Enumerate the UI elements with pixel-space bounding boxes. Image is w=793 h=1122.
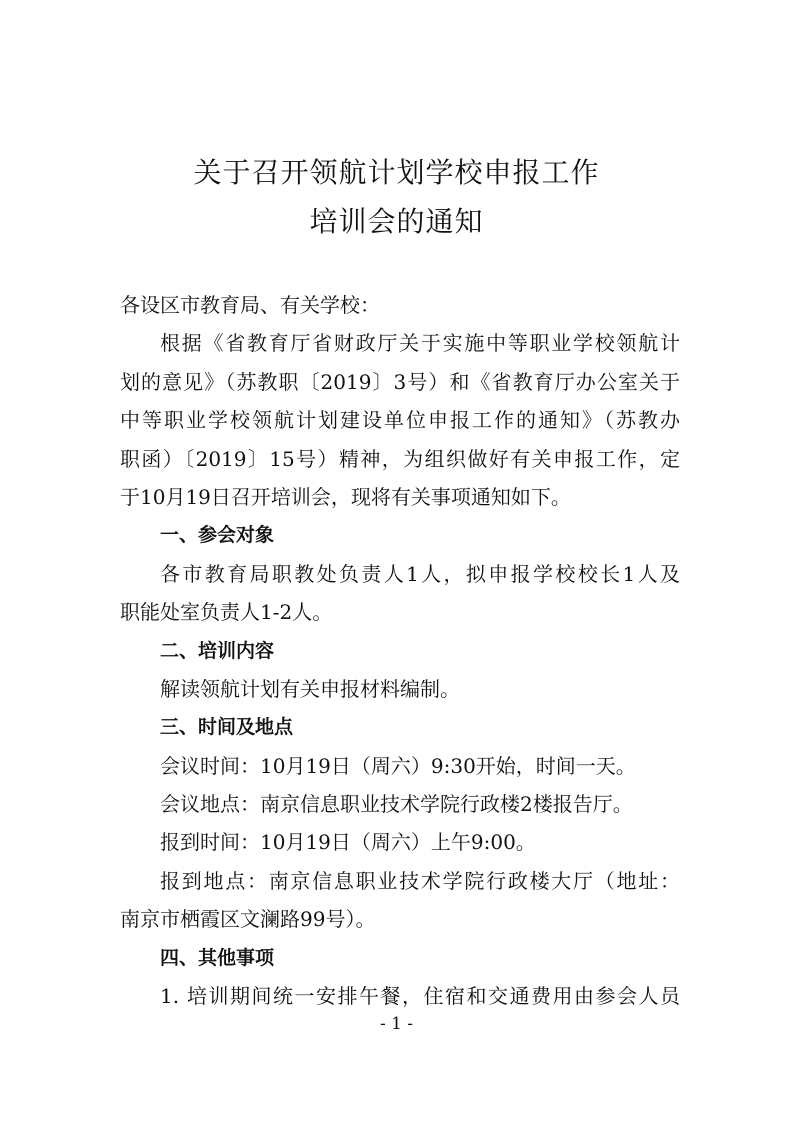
document-title-line1: 关于召开领航计划学校申报工作 <box>193 156 600 189</box>
participants-line-2: 职能处室负责人1-2人。 <box>120 600 333 625</box>
document-body <box>120 286 680 1015</box>
salutation: 各设区市教育局、有关学校： <box>120 293 380 317</box>
section-heading-time-place: 三、时间及地点 <box>160 716 294 739</box>
meeting-place: 会议地点：南京信息职业技术学院行政楼2楼报告厅。 <box>160 792 633 817</box>
document-title-line2: 培训会的通知 <box>309 205 484 238</box>
intro-line-5: 于10月19日召开培训会，现将有关事项通知如下。 <box>120 484 571 509</box>
section-heading-participants: 一、参会对象 <box>160 524 275 547</box>
participants-line-1: 各市教育局职教处负责人1人，拟申报学校校长1人及 <box>160 561 680 586</box>
page-number: - 1 - <box>379 1014 414 1034</box>
intro-line-3: 中等职业学校领航计划建设单位申报工作的通知》（苏教办 <box>120 408 680 433</box>
section-heading-other: 四、其他事项 <box>160 946 275 969</box>
checkin-time: 报到时间：10月19日（周六）上午9:00。 <box>160 830 536 855</box>
meeting-time: 会议时间：10月19日（周六）9:30开始，时间一天。 <box>160 753 636 778</box>
intro-line-2: 划的意见》（苏教职〔2019〕3号）和《省教育厅办公室关于 <box>120 369 680 394</box>
other-item-1: 1. 培训期间统一安排午餐，住宿和交通费用由参会人员 <box>160 984 680 1009</box>
intro-line-1: 根据《省教育厅省财政厅关于实施中等职业学校领航计 <box>160 331 680 356</box>
section-heading-content: 二、培训内容 <box>160 639 275 662</box>
checkin-place-line-1: 报到地点：南京信息职业技术学院行政楼大厅（地址： <box>160 868 680 893</box>
content-line-1: 解读领航计划有关申报材料编制。 <box>160 676 460 701</box>
intro-line-4: 职函）〔2019〕15号）精神，为组织做好有关申报工作，定 <box>120 446 680 471</box>
checkin-place-line-2: 南京市栖霞区文澜路99号）。 <box>120 907 376 932</box>
